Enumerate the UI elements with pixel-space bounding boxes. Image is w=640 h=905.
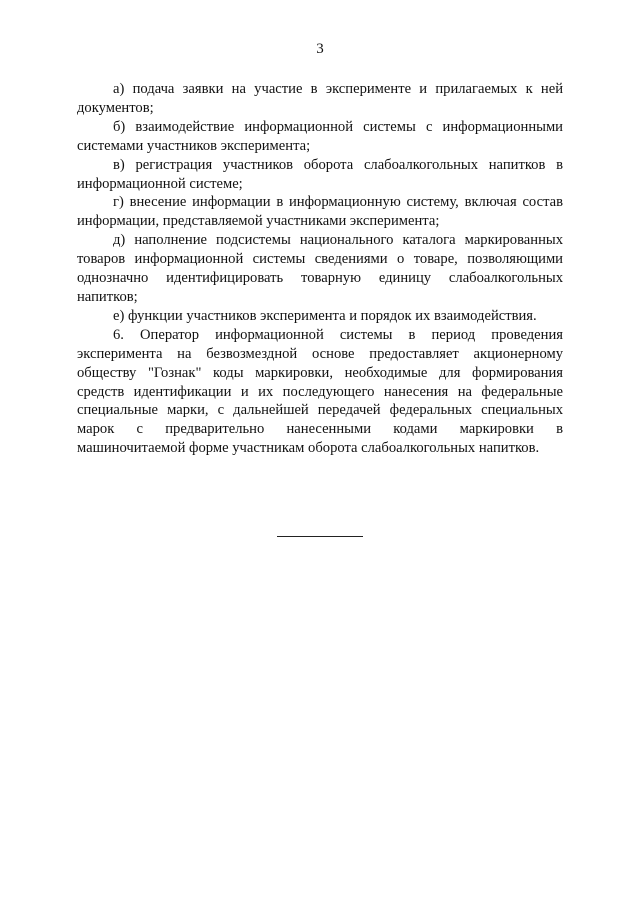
list-item-b: б) взаимодействие информационной системы с информационными системами участников эксперимента;: [77, 118, 563, 154]
list-item-a: а) подача заявки на участие в эксперименте и прилагаемых к ней документов;: [77, 81, 563, 116]
document-body: [77, 80, 563, 458]
clause-6: 6. Оператор информационной системы в период проведения эксперимента на безвозмездной основе предоставляет акционерному обществу "Гознак" коды маркировки, необходимые для формирования средств идентификации и их последующего нанесения на федеральные специальные марки, с дальнейшей передачей федеральных специальных марок с предварительно нанесенными кодами маркировки в машиночитаемой форме участникам оборота слабоалкогольных напитков.: [77, 326, 563, 457]
end-divider: [277, 536, 363, 537]
list-item-g: г) внесение информации в информационную систему, включая состав информации, представляемой участниками эксперимента;: [77, 194, 563, 230]
list-item-d: д) наполнение подсистемы национального каталога маркированных товаров информационной системы сведениями о товаре, позволяющими однозначно идентифицировать товарную единицу слабоалкогольных напитков;: [77, 232, 563, 305]
page-number: 3: [316, 41, 324, 57]
list-item-v: в) регистрация участников оборота слабоалкогольных напитков в информационной системе;: [77, 156, 563, 192]
list-item-e: е) функции участников эксперимента и порядок их взаимодействия.: [113, 307, 537, 324]
